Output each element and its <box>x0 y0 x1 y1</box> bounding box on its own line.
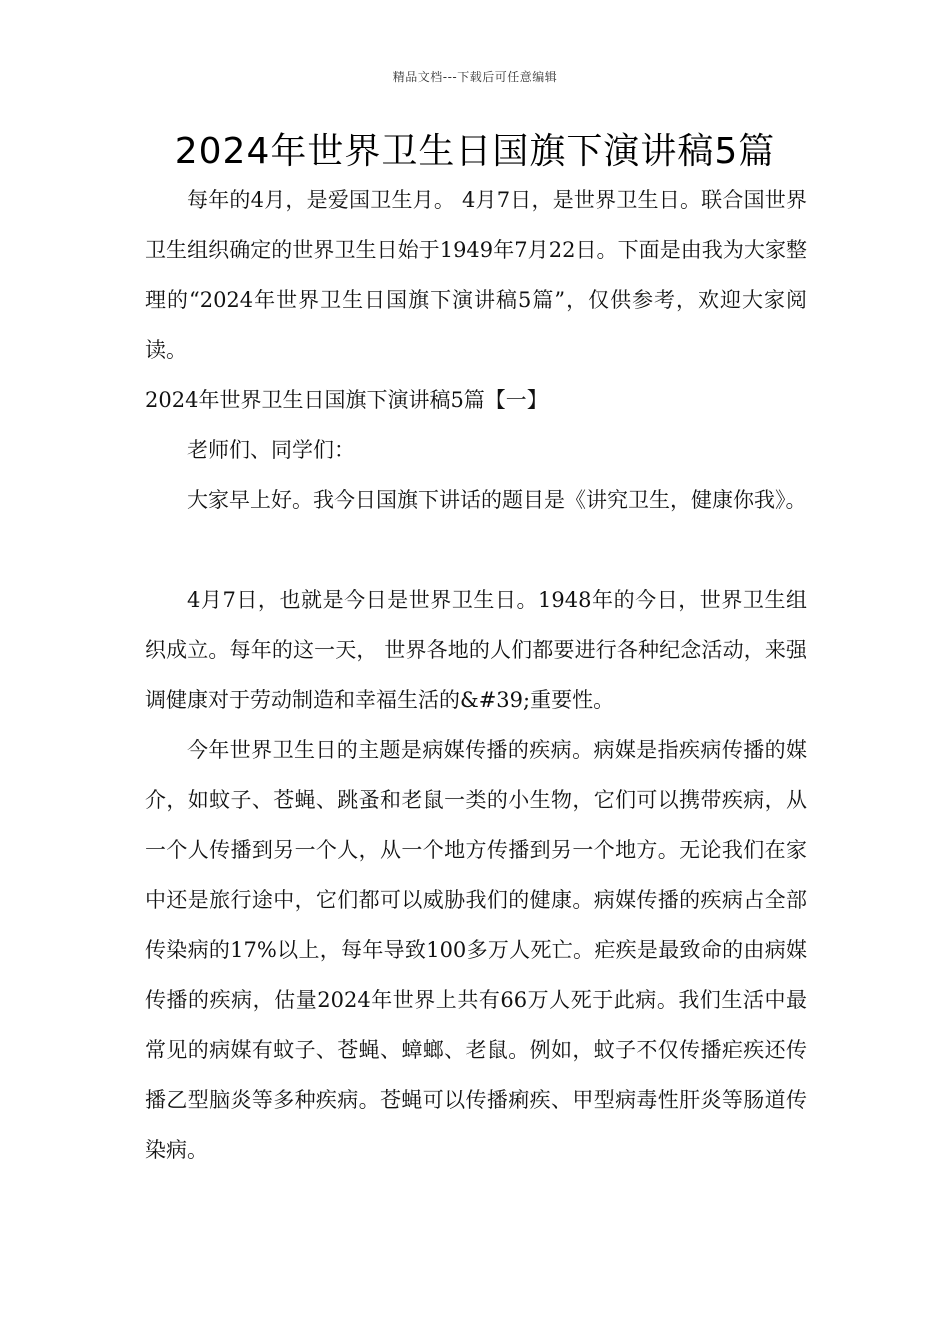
speech-paragraph-3: 今年世界卫生日的主题是病媒传播的疾病。病媒是指疾病传播的媒介，如蚊子、苍蝇、跳蚤和老鼠一类的小生物，它们可以携带疾病，从一个人传播到另一个人，从一个地方传播到另一个地方。无论我们在家中还是旅行途中，它们都可以威胁我们的健康。病媒传播的疾病占全部传染病的17%以上，每年导致100多万人死亡。疟疾是最致命的由病媒传播的疾病，估量2024年世界上共有66万人死于此病。我们生活中最常见的病媒有蚊子、苍蝇、蟑螂、老鼠。例如，蚊子不仅传播疟疾还传播乙型脑炎等多种疾病。苍蝇可以传播痢疾、甲型病毒性肝炎等肠道传染病。 <box>145 738 807 1162</box>
speech-paragraph-1: 大家早上好。我今日国旗下讲话的题目是《讲究卫生，健康你我》。 <box>187 488 807 512</box>
greeting: 老师们、同学们： <box>187 438 355 462</box>
document-title: 2024年世界卫生日国旗下演讲稿5篇 <box>174 131 776 172</box>
section-heading: 2024年世界卫生日国旗下演讲稿5篇【一】 <box>145 388 548 412</box>
speech-paragraph-2: 4月7日，也就是今日是世界卫生日。1948年的今日，世界卫生组织成立。每年的这一天， 世界各地的人们都要进行各种纪念活动，来强调健康对于劳动制造和幸福生活的&#39;重要性。 <box>145 588 807 712</box>
paragraph-gap <box>145 525 807 575</box>
header-note: 精品文档---下载后可任意编辑 <box>392 70 558 84</box>
intro-paragraph: 每年的4月，是爱国卫生月。 4月7日，是世界卫生日。联合国世界卫生组织确定的世界卫生日始于1949年7月22日。下面是由我为大家整理的“2024年世界卫生日国旗下演讲稿5篇”，仅供参考，欢迎大家阅读。 <box>145 188 807 362</box>
document-body <box>145 175 807 1175</box>
